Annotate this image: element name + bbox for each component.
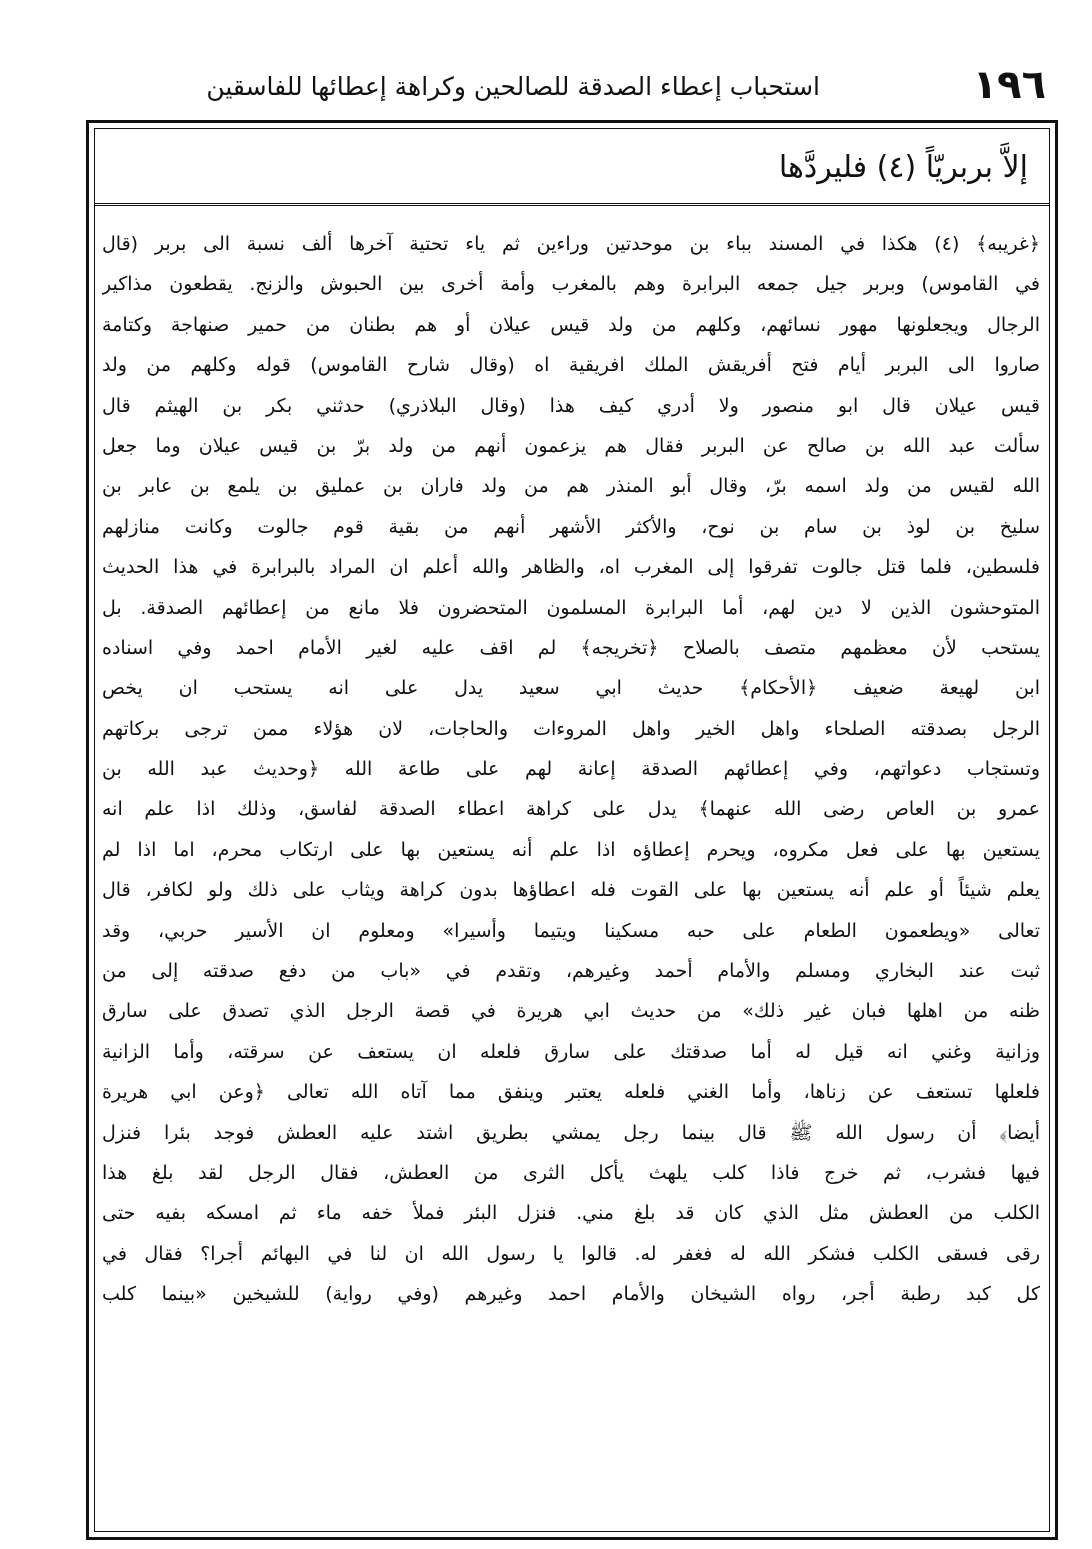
commentary-line: سليخ بن لوذ بن سام بن نوح، والأكثر الأشهر أنهم من بقية قوم جالوت وكانت منازلهم — [102, 515, 1040, 538]
commentary-line: ﴿غريبه﴾ (٤) هكذا في المسند بباء بن موحدتين وراءين ثم ياء تحتية آخرها ألف نسبة الى بربر (قال — [102, 233, 1040, 255]
commentary-line: ابن لهيعة ضعيف ﴿الأحكام﴾ حديث ابي سعيد يدل على انه يستحب ان يخص — [102, 677, 1040, 700]
running-title: استحباب إعطاء الصدقة للصالحين وكراهة إعطائها للفاسقين — [206, 72, 820, 101]
commentary-line: الرجل بصدقته الصلحاء واهل الخير واهل المروءات والحاجات، لان هؤلاء ممن ترجى بركاتهم — [102, 717, 1040, 740]
commentary-line: يستحب لأن معظمهم متصف بالصلاح ﴿تخريجه﴾ لم اقف عليه لغير الأمام احمد وفي اسناده — [102, 636, 1040, 659]
commentary-line: يستعين بها على فعل مكروه، ويحرم إعطاؤه اذا علم أنه يستعين بها على ارتكاب محرم، اما اذا لم — [102, 838, 1040, 861]
commentary-line: ثبت عند البخاري ومسلم والأمام أحمد وغيرهم، وتقدم في «باب من دفع صدقته إلى من — [102, 960, 1040, 983]
hadith-text: إلاَّ بربريّاً (٤) فليردَّها — [778, 150, 1028, 185]
commentary-line: في القاموس) وبربر جيل جمعه البرابرة وهم بالمغرب وأمة أخرى بين الحبوش والزنج. يقطعون مذاكير — [102, 273, 1040, 296]
commentary-line: الكلب من العطش مثل الذي كان قد بلغ مني. فنزل البئر فملأ خفه ماء ثم امسكه بفيه حتى — [102, 1202, 1040, 1225]
commentary-line: الله لقيس من ولد اسمه برّ، وقال أبو المنذر هم من ولد فاران بن عمليق بن يلمع بن عابر بن — [102, 475, 1040, 498]
commentary-line: المتوحشون الذين لا دين لهم، أما البرابرة المسلمون المتحضرون فلا مانع من إعطائهم الصدقة. بل — [102, 596, 1040, 619]
commentary-line: يعلم شيئاً أو علم أنه يستعين بها على القوت فله اعطاؤها بدون كراهة ويثاب على ذلك ولو لكافر، قال — [102, 879, 1040, 902]
commentary-line: صاروا الى البربر أيام فتح أفريقش الملك افريقية اه (وقال شارح القاموس) قوله وكلهم من ولد — [102, 354, 1040, 377]
commentary-body — [102, 224, 1040, 1315]
commentary-line: الرجال ويجعلونها مهور نسائهم، وكلهم من ولد قيس عيلان أو هم بطنان من حمير صنهاجة وكتامة — [102, 313, 1040, 336]
commentary-line: وتستجاب دعواتهم، وفي إعطائهم الصدقة إعانة لهم على طاعة الله ﴿وحديث عبد الله بن — [102, 758, 1040, 781]
commentary-line: فلسطين، فلما قتل جالوت تفرقوا إلى المغرب اه، والظاهر والله أعلم ان المراد بالبرابرة في هذا الحديث — [102, 556, 1040, 579]
commentary-line: قيس عيلان قال ابو منصور ولا أدري كيف هذا (وقال البلاذري) حدثني بكر بن الهيثم قال — [102, 394, 1040, 417]
commentary-line: سألت عبد الله بن صالح عن البربر فقال هم يزعمون أنهم من ولد برّ بن قيس عيلان وما جعل — [102, 434, 1040, 457]
commentary-line: عمرو بن العاص رضى الله عنهما﴾ يدل على كراهة اعطاء الصدقة لفاسق، وذلك اذا علم انه — [102, 798, 1040, 821]
hadith-text-box — [94, 128, 1050, 206]
commentary-line: أيضا﴾ أن رسول الله ﷺ قال بينما رجل يمشي بطريق اشتد عليه العطش فوجد بئرا فنزل — [102, 1121, 1040, 1144]
page-header — [90, 62, 1050, 114]
commentary-line: فيها فشرب، ثم خرج فاذا كلب يلهث يأكل الثرى من العطش، فقال الرجل لقد بلغ هذا — [102, 1161, 1040, 1184]
page-number: ١٩٦ — [972, 62, 1046, 108]
commentary-line: فلعلها تستعف عن زناها، وأما الغني فلعله يعتبر وينفق مما آتاه الله تعالى ﴿وعن ابي هريرة — [102, 1081, 1040, 1104]
commentary-line: رقى فسقى الكلب فشكر الله له فغفر له. قالوا يا رسول الله ان لنا في البهائم أجرا؟ فقال في — [102, 1242, 1040, 1265]
commentary-line: كل كبد رطبة أجر، رواه الشيخان والأمام احمد وغيرهم (وفي رواية) للشيخين «بينما كلب — [102, 1283, 1040, 1306]
commentary-line: تعالى «ويطعمون الطعام على حبه مسكينا ويتيما وأسيرا» ومعلوم ان الأسير حربي، وقد — [102, 919, 1040, 942]
commentary-line: وزانية وغني انه قيل له أما صدقتك على سارق فلعله ان يستعف عن سرقته، وأما الزانية — [102, 1040, 1040, 1063]
commentary-line: ظنه من اهلها فبان غير ذلك» من حديث ابي هريرة في قصة الرجل الذي تصدق على سارق — [102, 1000, 1040, 1023]
